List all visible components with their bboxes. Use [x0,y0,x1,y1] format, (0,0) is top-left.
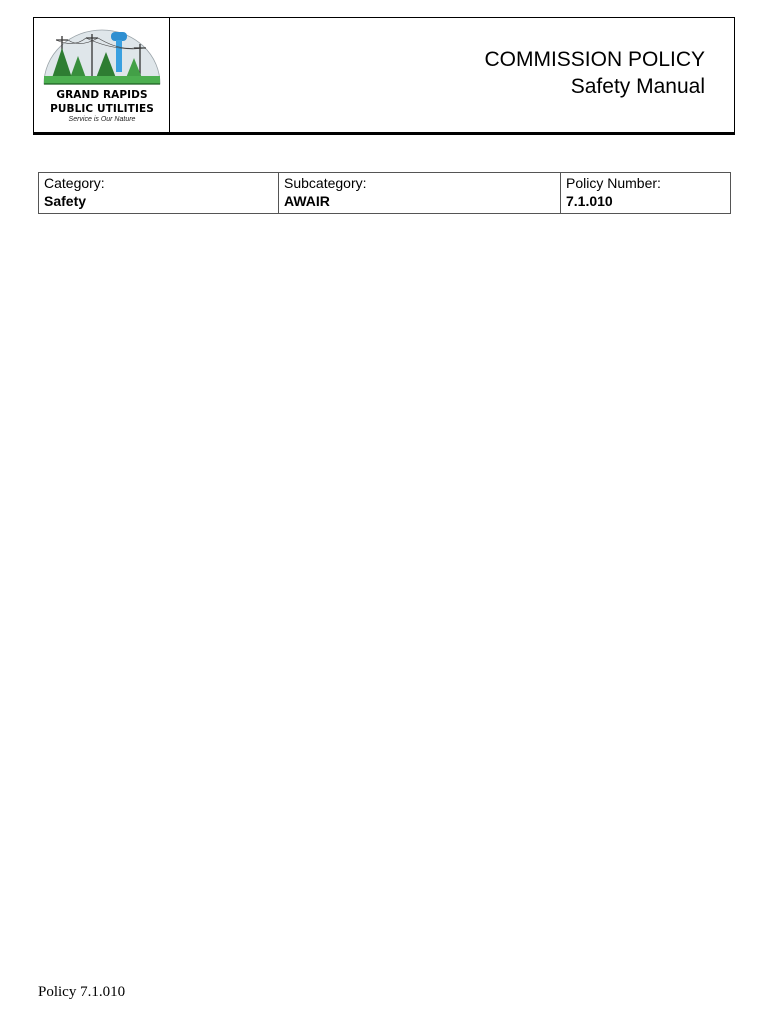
subcategory-cell [279,173,561,213]
policy-number-cell [561,173,730,213]
subcategory-label: Subcategory: [284,175,367,191]
title-line2: Safety Manual [570,75,705,98]
logo [34,18,170,132]
document-header [33,17,735,135]
document-title [484,46,705,100]
category-label: Category: [44,175,105,191]
page-footer: Policy 7.1.010 [38,984,126,1000]
logo-tagline: Service is Our Nature [68,116,136,123]
subcategory-value: AWAIR [284,193,330,209]
policy-number-label: Policy Number: [566,175,661,191]
category-cell [39,173,279,213]
category-value: Safety [44,193,87,209]
logo-name-line1: GRAND RAPIDS [56,89,148,101]
policy-info-table [38,172,731,214]
policy-number-value: 7.1.010 [566,193,613,209]
title-line1: COMMISSION POLICY [484,48,705,71]
logo-name-line2: PUBLIC UTILITIES [50,103,154,115]
utility-logo-graphic [40,26,164,88]
